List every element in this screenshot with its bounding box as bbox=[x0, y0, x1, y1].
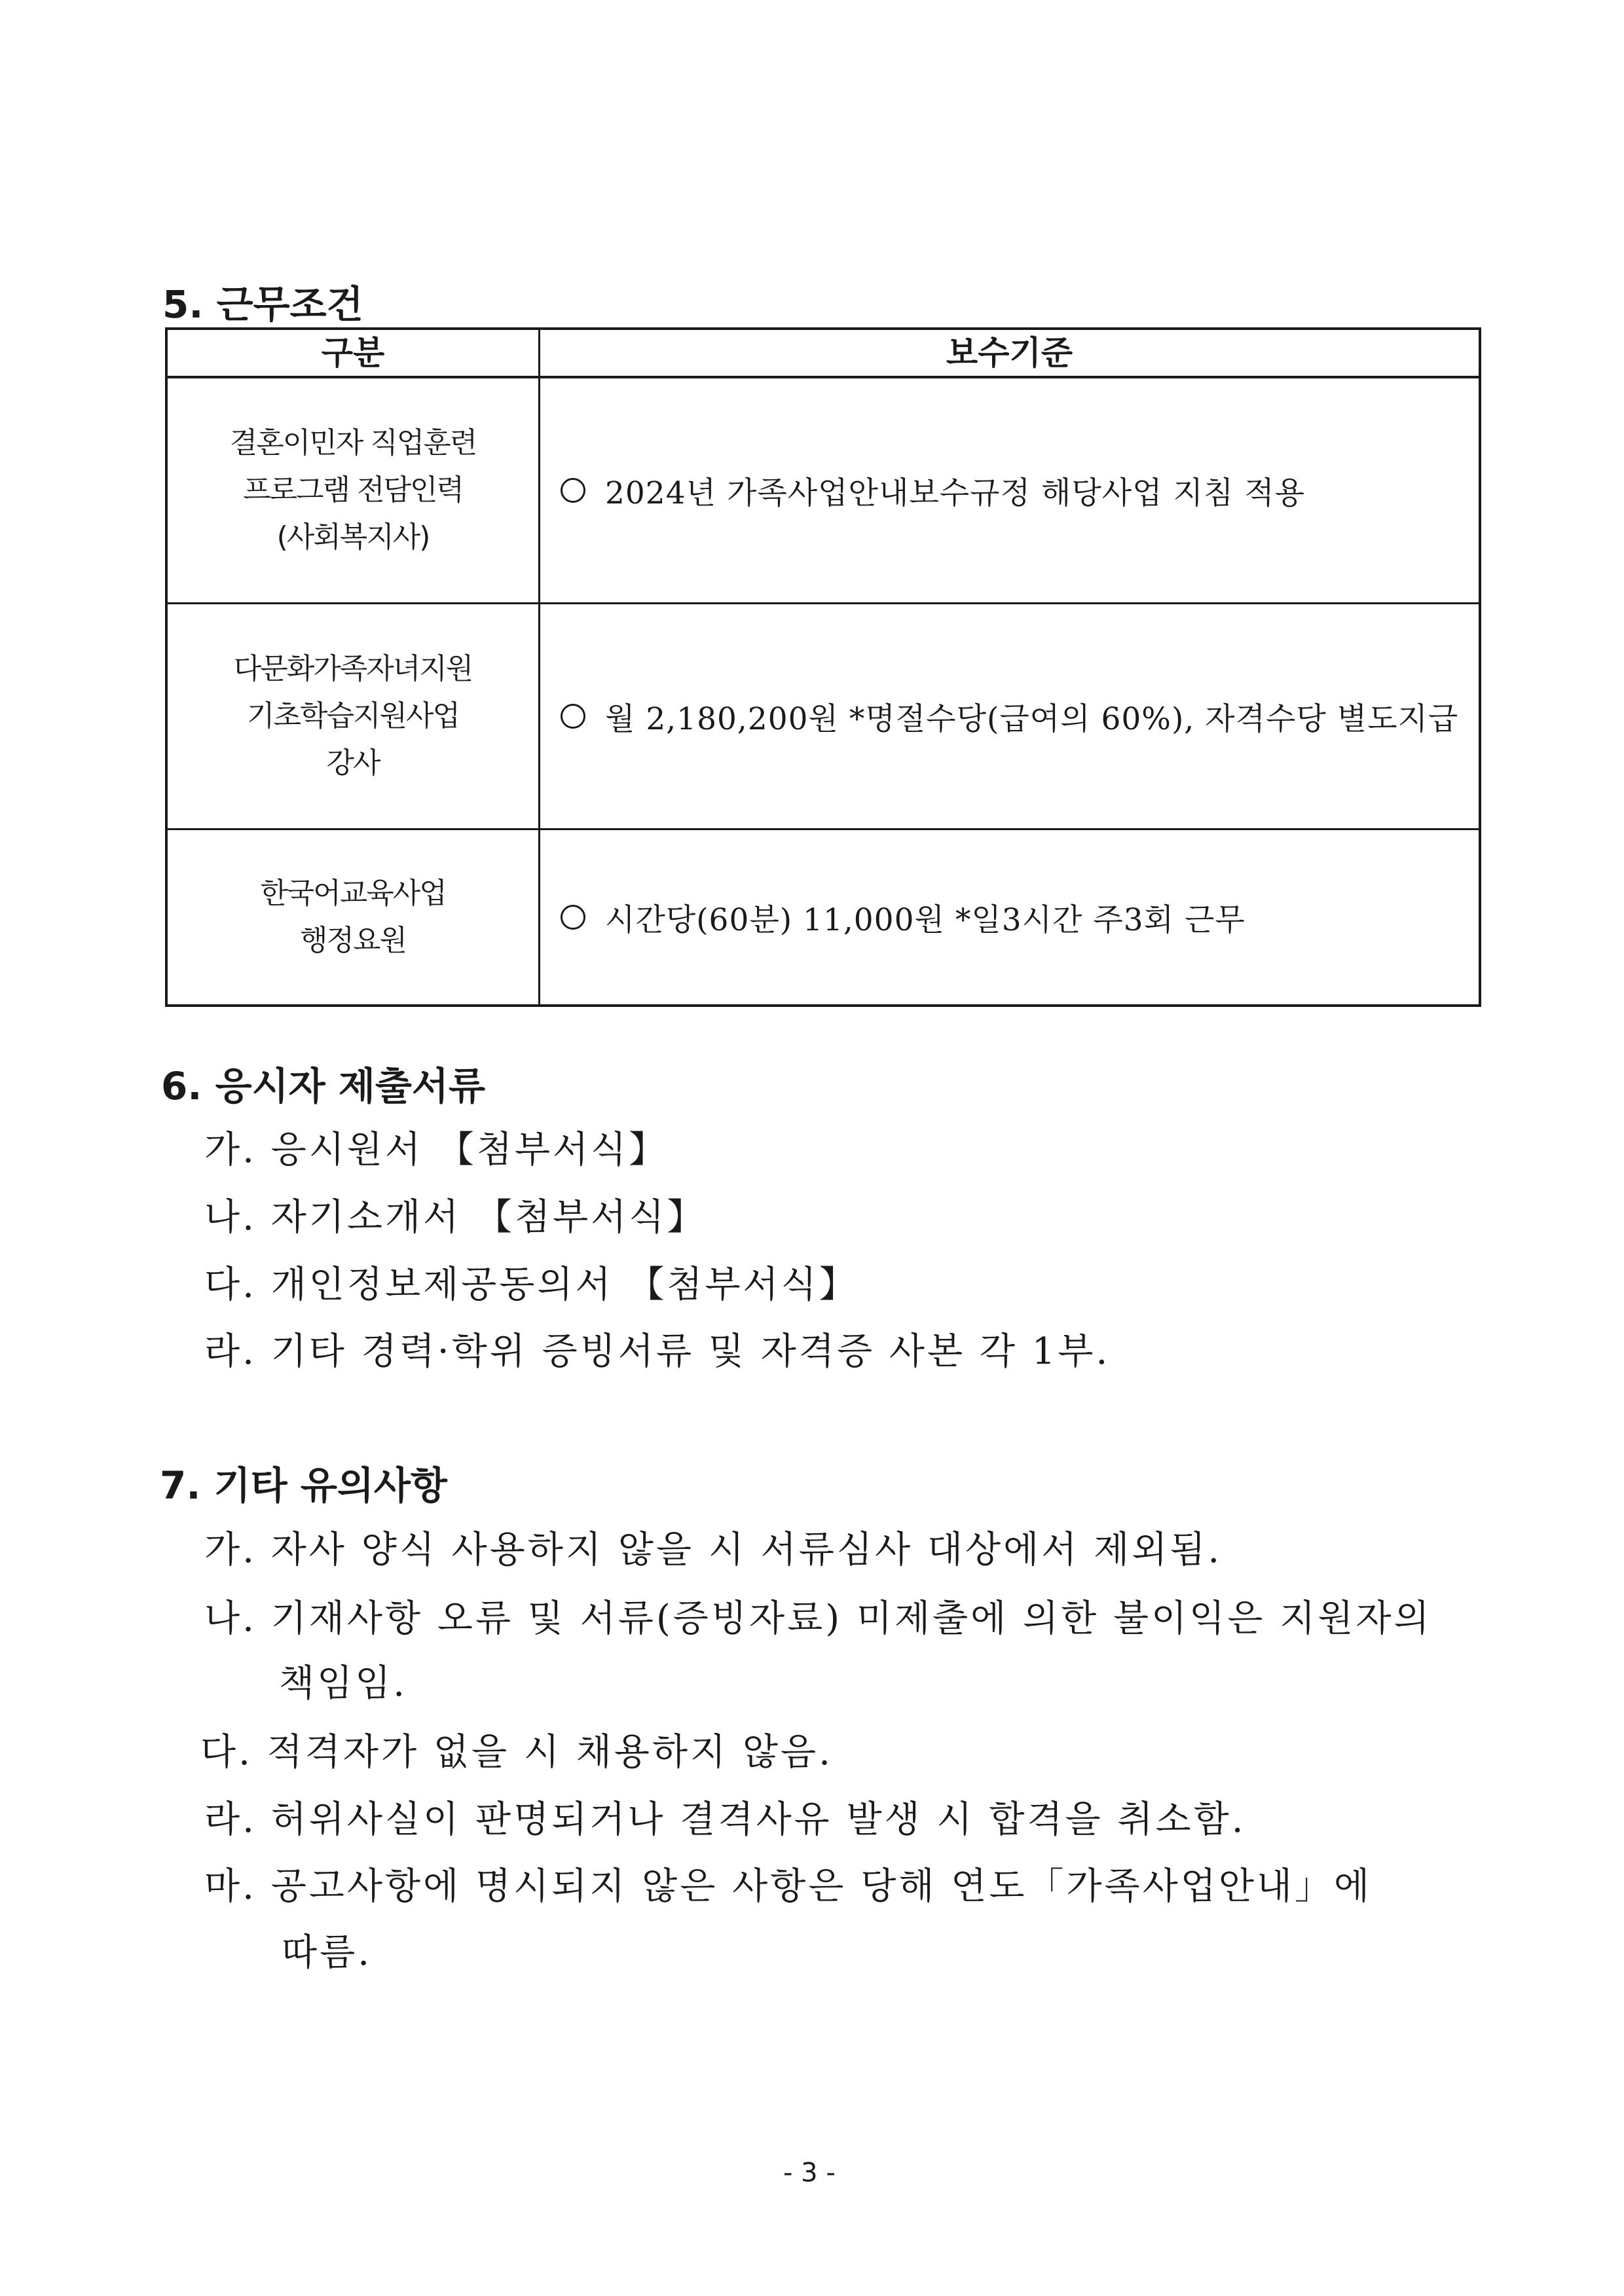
section-6-title: 6. 응시자 제출서류 bbox=[161, 1064, 485, 1108]
category-line: 한국어교육사업 bbox=[260, 877, 446, 910]
category-line: 프로그램 전담인력 bbox=[242, 473, 464, 507]
list-item: 가. 자사 양식 사용하지 않을 시 서류심사 대상에서 제외됨. bbox=[204, 1529, 1223, 1571]
list-item: 가. 응시원서 【첨부서식】 bbox=[204, 1129, 669, 1171]
table-cell-category bbox=[168, 378, 538, 602]
table-cell-pay bbox=[561, 830, 1479, 1004]
list-item: 다. 개인정보제공동의서 【첨부서식】 bbox=[204, 1264, 858, 1306]
section-7-title: 7. 기타 유의사항 bbox=[160, 1463, 447, 1508]
list-item: 라. 기타 경력·학위 증빙서류 및 자격증 사본 각 1부. bbox=[204, 1330, 1111, 1373]
list-item: 다. 적격자가 없을 시 채용하지 않음. bbox=[200, 1731, 833, 1774]
list-item-continuation: 책임임. bbox=[279, 1662, 408, 1705]
pay-text: 2024년 가족사업안내보수규정 해당사업 지침 적용 bbox=[605, 475, 1306, 511]
table-cell-category bbox=[168, 830, 538, 1004]
list-item: 나. 기재사항 오류 및 서류(증빙자료) 미제출에 의한 불이익은 지원자의 bbox=[204, 1597, 1432, 1640]
circle-bullet-icon bbox=[561, 704, 585, 729]
table-row bbox=[168, 604, 1479, 830]
page-number: - 3 - bbox=[783, 2158, 836, 2188]
category-line: (사회복지사) bbox=[276, 520, 430, 554]
work-conditions-table bbox=[165, 327, 1481, 1007]
category-line: 결혼이민자 직업훈련 bbox=[229, 426, 477, 460]
table-header-category: 구분 bbox=[321, 334, 385, 372]
list-item-continuation: 따름. bbox=[282, 1931, 372, 1974]
list-item: 마. 공고사항에 명시되지 않은 사항은 당해 연도「가족사업안내」에 bbox=[204, 1865, 1373, 1908]
category-line: 행정요원 bbox=[299, 924, 406, 957]
table-cell-category bbox=[168, 604, 538, 828]
section-5-title: 5. 근무조건 bbox=[162, 282, 363, 327]
category-line: 기초학습지원사업 bbox=[246, 699, 460, 733]
table-header-row bbox=[168, 330, 1479, 378]
list-item: 라. 허위사실이 판명되거나 결격사유 발생 시 합격을 취소함. bbox=[204, 1798, 1246, 1841]
pay-text: 월 2,180,200원 *명절수당(급여의 60%), 자격수당 별도지급 bbox=[605, 701, 1459, 737]
table-header-pay: 보수기준 bbox=[946, 334, 1073, 372]
circle-bullet-icon bbox=[561, 478, 585, 503]
circle-bullet-icon bbox=[561, 905, 585, 930]
pay-text: 시간당(60분) 11,000원 *일3시간 주3회 근무 bbox=[605, 902, 1246, 938]
table-cell-pay bbox=[561, 604, 1479, 828]
table-row bbox=[168, 830, 1479, 1004]
category-line: 다문화가족자녀지원 bbox=[233, 652, 473, 685]
table-row bbox=[168, 378, 1479, 604]
category-line: 강사 bbox=[326, 746, 380, 780]
list-item: 나. 자기소개서 【첨부서식】 bbox=[204, 1196, 707, 1239]
table-cell-pay bbox=[561, 378, 1479, 602]
